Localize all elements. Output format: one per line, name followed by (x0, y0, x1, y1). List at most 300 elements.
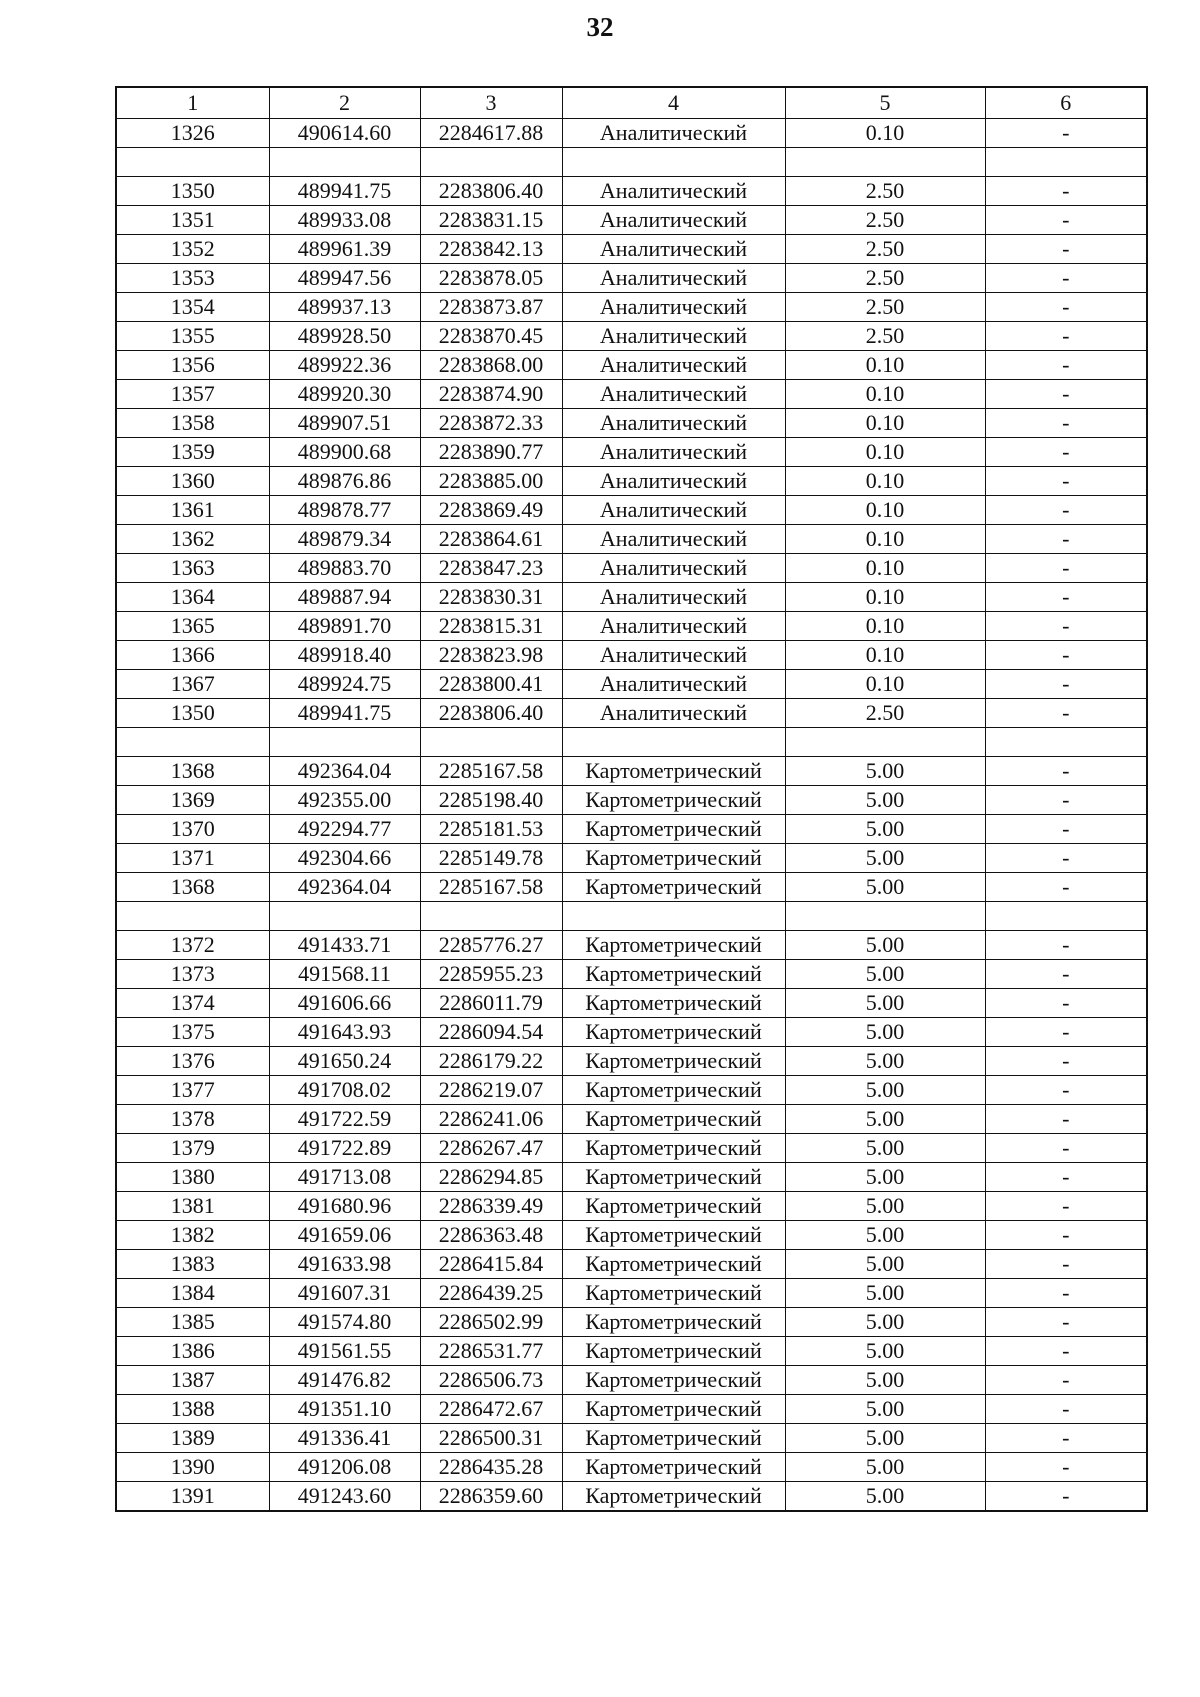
accuracy-cell: 5.00 (785, 1221, 985, 1250)
table-row (116, 264, 1147, 293)
point-number-cell: 1378 (116, 1105, 269, 1134)
x-coordinate-cell: 492364.04 (269, 757, 420, 786)
method-cell: Картометрический (562, 1337, 785, 1366)
accuracy-cell: 0.10 (785, 380, 985, 409)
note-cell: - (985, 989, 1147, 1018)
point-number-cell: 1373 (116, 960, 269, 989)
method-cell: Картометрический (562, 1250, 785, 1279)
y-coordinate-cell: 2283842.13 (420, 235, 562, 264)
table-row (116, 1453, 1147, 1482)
y-coordinate-cell: 2286531.77 (420, 1337, 562, 1366)
point-number-cell: 1382 (116, 1221, 269, 1250)
accuracy-cell: 2.50 (785, 322, 985, 351)
point-number-cell: 1352 (116, 235, 269, 264)
point-number-cell (116, 902, 269, 931)
y-coordinate-cell (420, 728, 562, 757)
note-cell: - (985, 1221, 1147, 1250)
x-coordinate-cell (269, 902, 420, 931)
method-cell: Аналитический (562, 264, 785, 293)
y-coordinate-cell: 2285776.27 (420, 931, 562, 960)
y-coordinate-cell: 2284617.88 (420, 119, 562, 148)
point-number-cell: 1361 (116, 496, 269, 525)
column-header: 4 (562, 87, 785, 119)
point-number-cell: 1374 (116, 989, 269, 1018)
note-cell: - (985, 844, 1147, 873)
x-coordinate-cell: 489961.39 (269, 235, 420, 264)
x-coordinate-cell: 489924.75 (269, 670, 420, 699)
table-row (116, 960, 1147, 989)
point-number-cell: 1389 (116, 1424, 269, 1453)
note-cell: - (985, 873, 1147, 902)
x-coordinate-cell: 489937.13 (269, 293, 420, 322)
accuracy-cell: 5.00 (785, 1337, 985, 1366)
note-cell: - (985, 1366, 1147, 1395)
point-number-cell: 1371 (116, 844, 269, 873)
note-cell: - (985, 496, 1147, 525)
x-coordinate-cell: 491633.98 (269, 1250, 420, 1279)
accuracy-cell: 5.00 (785, 1482, 985, 1512)
coordinates-table (115, 86, 1148, 1512)
note-cell (985, 148, 1147, 177)
point-number-cell: 1367 (116, 670, 269, 699)
x-coordinate-cell: 489891.70 (269, 612, 420, 641)
method-cell: Аналитический (562, 322, 785, 351)
y-coordinate-cell: 2286011.79 (420, 989, 562, 1018)
method-cell: Картометрический (562, 1163, 785, 1192)
x-coordinate-cell: 489876.86 (269, 467, 420, 496)
y-coordinate-cell: 2283864.61 (420, 525, 562, 554)
method-cell (562, 902, 785, 931)
note-cell: - (985, 438, 1147, 467)
note-cell: - (985, 960, 1147, 989)
x-coordinate-cell: 492355.00 (269, 786, 420, 815)
table-row (116, 931, 1147, 960)
page-number: 32 (586, 12, 614, 42)
accuracy-cell: 5.00 (785, 1395, 985, 1424)
column-header: 6 (985, 87, 1147, 119)
table-row (116, 1308, 1147, 1337)
note-cell: - (985, 409, 1147, 438)
method-cell: Картометрический (562, 1134, 785, 1163)
y-coordinate-cell: 2283872.33 (420, 409, 562, 438)
point-number-cell: 1369 (116, 786, 269, 815)
point-number-cell (116, 148, 269, 177)
y-coordinate-cell: 2286502.99 (420, 1308, 562, 1337)
table-row (116, 322, 1147, 351)
note-cell: - (985, 699, 1147, 728)
y-coordinate-cell: 2286241.06 (420, 1105, 562, 1134)
method-cell: Аналитический (562, 641, 785, 670)
note-cell: - (985, 380, 1147, 409)
method-cell: Аналитический (562, 670, 785, 699)
table-header-row (116, 87, 1147, 119)
x-coordinate-cell: 491659.06 (269, 1221, 420, 1250)
method-cell: Картометрический (562, 1047, 785, 1076)
accuracy-cell: 5.00 (785, 844, 985, 873)
method-cell: Аналитический (562, 119, 785, 148)
accuracy-cell: 5.00 (785, 757, 985, 786)
table-row (116, 1163, 1147, 1192)
note-cell (985, 902, 1147, 931)
accuracy-cell: 0.10 (785, 409, 985, 438)
x-coordinate-cell: 492364.04 (269, 873, 420, 902)
x-coordinate-cell: 491561.55 (269, 1337, 420, 1366)
table-row (116, 612, 1147, 641)
accuracy-cell: 5.00 (785, 1134, 985, 1163)
table-row (116, 525, 1147, 554)
y-coordinate-cell: 2286500.31 (420, 1424, 562, 1453)
method-cell: Картометрический (562, 1308, 785, 1337)
note-cell: - (985, 815, 1147, 844)
point-number-cell (116, 728, 269, 757)
table-row (116, 438, 1147, 467)
table-row (116, 1395, 1147, 1424)
method-cell: Картометрический (562, 1482, 785, 1512)
accuracy-cell: 0.10 (785, 583, 985, 612)
accuracy-cell: 5.00 (785, 1076, 985, 1105)
method-cell: Аналитический (562, 380, 785, 409)
method-cell: Картометрический (562, 989, 785, 1018)
accuracy-cell: 2.50 (785, 177, 985, 206)
note-cell: - (985, 1018, 1147, 1047)
x-coordinate-cell: 491643.93 (269, 1018, 420, 1047)
table-row (116, 380, 1147, 409)
method-cell: Аналитический (562, 525, 785, 554)
note-cell: - (985, 177, 1147, 206)
accuracy-cell (785, 728, 985, 757)
point-number-cell: 1360 (116, 467, 269, 496)
y-coordinate-cell (420, 148, 562, 177)
table-row (116, 757, 1147, 786)
table-row (116, 786, 1147, 815)
table-row (116, 1047, 1147, 1076)
y-coordinate-cell: 2285167.58 (420, 873, 562, 902)
point-number-cell: 1351 (116, 206, 269, 235)
accuracy-cell: 2.50 (785, 206, 985, 235)
note-cell: - (985, 1076, 1147, 1105)
accuracy-cell: 5.00 (785, 1308, 985, 1337)
method-cell: Картометрический (562, 1192, 785, 1221)
column-header: 5 (785, 87, 985, 119)
table-row (116, 119, 1147, 148)
table-row (116, 467, 1147, 496)
y-coordinate-cell: 2283806.40 (420, 177, 562, 206)
point-number-cell: 1390 (116, 1453, 269, 1482)
point-number-cell: 1388 (116, 1395, 269, 1424)
accuracy-cell: 0.10 (785, 438, 985, 467)
accuracy-cell: 0.10 (785, 641, 985, 670)
method-cell: Аналитический (562, 467, 785, 496)
note-cell: - (985, 1453, 1147, 1482)
method-cell: Аналитический (562, 409, 785, 438)
method-cell: Аналитический (562, 496, 785, 525)
table-row (116, 1424, 1147, 1453)
point-number-cell: 1379 (116, 1134, 269, 1163)
accuracy-cell: 5.00 (785, 989, 985, 1018)
method-cell: Аналитический (562, 351, 785, 380)
method-cell: Картометрический (562, 1424, 785, 1453)
y-coordinate-cell: 2286094.54 (420, 1018, 562, 1047)
point-number-cell: 1353 (116, 264, 269, 293)
accuracy-cell: 5.00 (785, 1192, 985, 1221)
accuracy-cell: 2.50 (785, 235, 985, 264)
method-cell: Картометрический (562, 1279, 785, 1308)
y-coordinate-cell: 2285198.40 (420, 786, 562, 815)
x-coordinate-cell: 491650.24 (269, 1047, 420, 1076)
x-coordinate-cell: 489907.51 (269, 409, 420, 438)
y-coordinate-cell: 2283823.98 (420, 641, 562, 670)
point-number-cell: 1380 (116, 1163, 269, 1192)
y-coordinate-cell: 2286294.85 (420, 1163, 562, 1192)
point-number-cell: 1370 (116, 815, 269, 844)
column-header: 1 (116, 87, 269, 119)
x-coordinate-cell: 491708.02 (269, 1076, 420, 1105)
method-cell: Аналитический (562, 612, 785, 641)
table-row (116, 670, 1147, 699)
accuracy-cell: 0.10 (785, 670, 985, 699)
accuracy-cell (785, 148, 985, 177)
accuracy-cell: 5.00 (785, 873, 985, 902)
x-coordinate-cell: 492294.77 (269, 815, 420, 844)
note-cell: - (985, 612, 1147, 641)
x-coordinate-cell: 491433.71 (269, 931, 420, 960)
x-coordinate-cell: 491476.82 (269, 1366, 420, 1395)
point-number-cell: 1363 (116, 554, 269, 583)
x-coordinate-cell (269, 148, 420, 177)
table-separator-row (116, 728, 1147, 757)
y-coordinate-cell: 2283831.15 (420, 206, 562, 235)
point-number-cell: 1376 (116, 1047, 269, 1076)
note-cell: - (985, 235, 1147, 264)
table-row (116, 1192, 1147, 1221)
point-number-cell: 1357 (116, 380, 269, 409)
accuracy-cell: 5.00 (785, 1250, 985, 1279)
point-number-cell: 1350 (116, 177, 269, 206)
method-cell: Картометрический (562, 757, 785, 786)
note-cell: - (985, 1047, 1147, 1076)
table-row (116, 554, 1147, 583)
table-row (116, 293, 1147, 322)
y-coordinate-cell: 2286339.49 (420, 1192, 562, 1221)
y-coordinate-cell: 2286439.25 (420, 1279, 562, 1308)
note-cell: - (985, 1395, 1147, 1424)
note-cell: - (985, 583, 1147, 612)
y-coordinate-cell: 2285167.58 (420, 757, 562, 786)
accuracy-cell: 5.00 (785, 1279, 985, 1308)
x-coordinate-cell: 491351.10 (269, 1395, 420, 1424)
x-coordinate-cell: 491574.80 (269, 1308, 420, 1337)
accuracy-cell: 5.00 (785, 1366, 985, 1395)
y-coordinate-cell: 2283806.40 (420, 699, 562, 728)
table-row (116, 1482, 1147, 1512)
method-cell: Картометрический (562, 844, 785, 873)
table-row (116, 583, 1147, 612)
note-cell: - (985, 351, 1147, 380)
accuracy-cell (785, 902, 985, 931)
x-coordinate-cell: 489947.56 (269, 264, 420, 293)
point-number-cell: 1326 (116, 119, 269, 148)
table-row (116, 1105, 1147, 1134)
y-coordinate-cell: 2283869.49 (420, 496, 562, 525)
column-header: 3 (420, 87, 562, 119)
accuracy-cell: 5.00 (785, 1105, 985, 1134)
x-coordinate-cell (269, 728, 420, 757)
table-row (116, 409, 1147, 438)
method-cell: Аналитический (562, 235, 785, 264)
point-number-cell: 1365 (116, 612, 269, 641)
note-cell: - (985, 293, 1147, 322)
note-cell: - (985, 1308, 1147, 1337)
method-cell: Картометрический (562, 960, 785, 989)
method-cell: Аналитический (562, 177, 785, 206)
table-row (116, 206, 1147, 235)
column-header: 2 (269, 87, 420, 119)
x-coordinate-cell: 489928.50 (269, 322, 420, 351)
x-coordinate-cell: 491206.08 (269, 1453, 420, 1482)
accuracy-cell: 0.10 (785, 612, 985, 641)
point-number-cell: 1377 (116, 1076, 269, 1105)
point-number-cell: 1375 (116, 1018, 269, 1047)
note-cell: - (985, 1134, 1147, 1163)
table-row (116, 1337, 1147, 1366)
method-cell: Картометрический (562, 1018, 785, 1047)
method-cell: Картометрический (562, 1221, 785, 1250)
note-cell: - (985, 1279, 1147, 1308)
table-row (116, 1076, 1147, 1105)
method-cell: Аналитический (562, 293, 785, 322)
point-number-cell: 1359 (116, 438, 269, 467)
table-separator-row (116, 148, 1147, 177)
table-separator-row (116, 902, 1147, 931)
note-cell: - (985, 1192, 1147, 1221)
method-cell: Картометрический (562, 786, 785, 815)
table-row (116, 844, 1147, 873)
x-coordinate-cell: 491607.31 (269, 1279, 420, 1308)
table-row (116, 641, 1147, 670)
method-cell: Аналитический (562, 699, 785, 728)
method-cell: Аналитический (562, 583, 785, 612)
table-row (116, 699, 1147, 728)
accuracy-cell: 0.10 (785, 467, 985, 496)
y-coordinate-cell: 2286359.60 (420, 1482, 562, 1512)
y-coordinate-cell: 2285149.78 (420, 844, 562, 873)
accuracy-cell: 2.50 (785, 699, 985, 728)
accuracy-cell: 5.00 (785, 1018, 985, 1047)
note-cell: - (985, 1482, 1147, 1512)
x-coordinate-cell: 489933.08 (269, 206, 420, 235)
note-cell: - (985, 931, 1147, 960)
x-coordinate-cell: 491568.11 (269, 960, 420, 989)
method-cell: Картометрический (562, 931, 785, 960)
point-number-cell: 1364 (116, 583, 269, 612)
method-cell (562, 728, 785, 757)
point-number-cell: 1391 (116, 1482, 269, 1512)
x-coordinate-cell: 489941.75 (269, 699, 420, 728)
y-coordinate-cell: 2283868.00 (420, 351, 562, 380)
accuracy-cell: 5.00 (785, 786, 985, 815)
note-cell: - (985, 786, 1147, 815)
y-coordinate-cell: 2286363.48 (420, 1221, 562, 1250)
y-coordinate-cell (420, 902, 562, 931)
table-row (116, 1279, 1147, 1308)
table-row (116, 989, 1147, 1018)
y-coordinate-cell: 2283873.87 (420, 293, 562, 322)
note-cell: - (985, 757, 1147, 786)
point-number-cell: 1366 (116, 641, 269, 670)
point-number-cell: 1355 (116, 322, 269, 351)
accuracy-cell: 2.50 (785, 293, 985, 322)
table-row (116, 1221, 1147, 1250)
table-row (116, 351, 1147, 380)
point-number-cell: 1356 (116, 351, 269, 380)
y-coordinate-cell: 2286435.28 (420, 1453, 562, 1482)
y-coordinate-cell: 2283847.23 (420, 554, 562, 583)
point-number-cell: 1383 (116, 1250, 269, 1279)
y-coordinate-cell: 2286415.84 (420, 1250, 562, 1279)
method-cell: Аналитический (562, 438, 785, 467)
x-coordinate-cell: 492304.66 (269, 844, 420, 873)
method-cell: Картометрический (562, 873, 785, 902)
table-row (116, 815, 1147, 844)
method-cell (562, 148, 785, 177)
y-coordinate-cell: 2285955.23 (420, 960, 562, 989)
x-coordinate-cell: 489920.30 (269, 380, 420, 409)
note-cell: - (985, 670, 1147, 699)
accuracy-cell: 0.10 (785, 119, 985, 148)
table-row (116, 177, 1147, 206)
note-cell: - (985, 119, 1147, 148)
table-row (116, 496, 1147, 525)
method-cell: Аналитический (562, 554, 785, 583)
accuracy-cell: 0.10 (785, 554, 985, 583)
point-number-cell: 1387 (116, 1366, 269, 1395)
point-number-cell: 1372 (116, 931, 269, 960)
method-cell: Аналитический (562, 206, 785, 235)
y-coordinate-cell: 2283885.00 (420, 467, 562, 496)
note-cell: - (985, 322, 1147, 351)
coordinates-table-body (116, 87, 1147, 1511)
table-row (116, 1018, 1147, 1047)
x-coordinate-cell: 491606.66 (269, 989, 420, 1018)
x-coordinate-cell: 489878.77 (269, 496, 420, 525)
note-cell: - (985, 264, 1147, 293)
point-number-cell: 1354 (116, 293, 269, 322)
y-coordinate-cell: 2283870.45 (420, 322, 562, 351)
point-number-cell: 1386 (116, 1337, 269, 1366)
accuracy-cell: 5.00 (785, 1424, 985, 1453)
note-cell: - (985, 554, 1147, 583)
accuracy-cell: 5.00 (785, 815, 985, 844)
accuracy-cell: 0.10 (785, 496, 985, 525)
accuracy-cell: 5.00 (785, 931, 985, 960)
y-coordinate-cell: 2286267.47 (420, 1134, 562, 1163)
y-coordinate-cell: 2286179.22 (420, 1047, 562, 1076)
note-cell: - (985, 641, 1147, 670)
point-number-cell: 1350 (116, 699, 269, 728)
y-coordinate-cell: 2283800.41 (420, 670, 562, 699)
accuracy-cell: 0.10 (785, 525, 985, 554)
accuracy-cell: 5.00 (785, 1453, 985, 1482)
x-coordinate-cell: 489900.68 (269, 438, 420, 467)
note-cell: - (985, 1163, 1147, 1192)
x-coordinate-cell: 490614.60 (269, 119, 420, 148)
y-coordinate-cell: 2286219.07 (420, 1076, 562, 1105)
table-row (116, 235, 1147, 264)
note-cell: - (985, 1250, 1147, 1279)
method-cell: Картометрический (562, 1105, 785, 1134)
x-coordinate-cell: 489887.94 (269, 583, 420, 612)
note-cell: - (985, 1337, 1147, 1366)
